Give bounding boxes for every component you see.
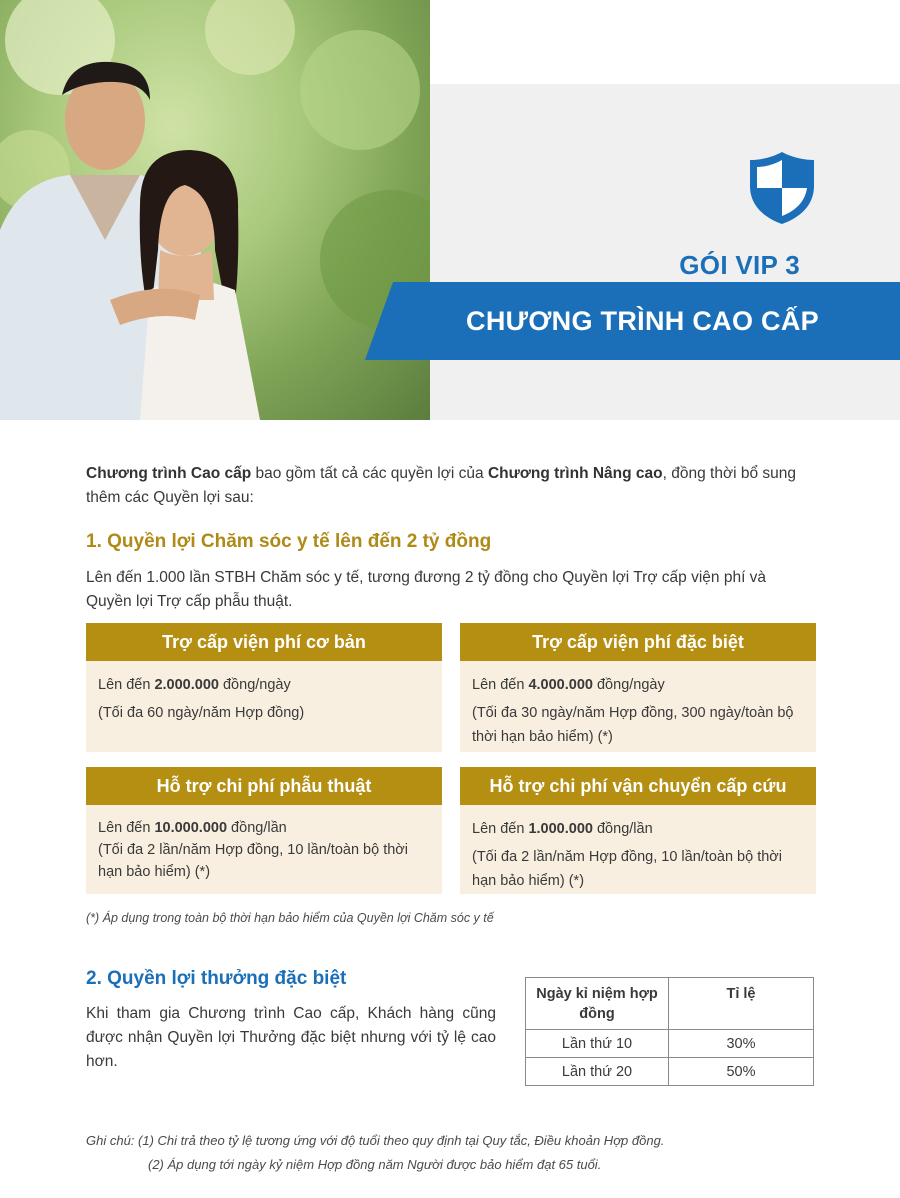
table-cell-rate: 30% xyxy=(669,1030,814,1058)
program-title: CHƯƠNG TRÌNH CAO CẤP xyxy=(466,305,819,336)
section1-footnote: (*) Áp dụng trong toàn bộ thời hạn bảo hiểm của Quyền lợi Chăm sóc y tế xyxy=(86,911,494,925)
card-detail: (Tối đa 60 ngày/năm Hợp đồng) xyxy=(98,705,305,721)
benefit-card-basic-hospital xyxy=(86,623,442,752)
note-line-2: (2) Áp dụng tới ngày kỷ niệm Hợp đồng năm Người được bảo hiểm đạt 65 tuổi. xyxy=(148,1157,602,1172)
card-body xyxy=(86,661,442,752)
card-amount-prefix: Lên đến xyxy=(472,821,529,837)
section1-description: Lên đến 1.000 lần STBH Chăm sóc y tế, tương đương 2 tỷ đồng cho Quyền lợi Trợ cấp viện phí và Quyền lợi Trợ cấp phẫu thuật. xyxy=(86,569,767,610)
intro-paragraph xyxy=(86,462,826,510)
bonus-rate-table xyxy=(525,977,814,1086)
table-header-rate: Tỉ lệ xyxy=(669,978,814,1030)
card-title: Hỗ trợ chi phí vận chuyển cấp cứu xyxy=(460,767,816,805)
table-row xyxy=(526,1030,814,1058)
card-amount: 10.000.000 xyxy=(154,820,228,836)
card-amount-line xyxy=(98,817,428,839)
card-amount: 1.000.000 xyxy=(528,821,593,837)
card-amount-unit: đồng/ngày xyxy=(218,677,291,693)
card-body xyxy=(460,661,816,752)
notes-block xyxy=(86,1129,664,1177)
card-detail: (Tối đa 2 lần/năm Hợp đồng, 10 lần/toàn bộ thời hạn bảo hiểm) (*) xyxy=(98,842,409,880)
card-amount: 4.000.000 xyxy=(528,677,593,693)
shield-icon xyxy=(747,150,817,226)
card-title: Hỗ trợ chi phí phẫu thuật xyxy=(86,767,442,805)
card-amount-unit: đồng/ngày xyxy=(592,677,665,693)
table-header-anniversary: Ngày kỉ niệm hợp đồng xyxy=(526,978,669,1030)
table-cell-anniversary: Lần thứ 10 xyxy=(526,1030,669,1058)
note-line-1: Ghi chú: (1) Chi trả theo tỷ lệ tương ứng với độ tuổi theo quy định tại Quy tắc, Điều khoản Hợp đồng. xyxy=(86,1133,665,1148)
hero-banner xyxy=(0,0,900,420)
table-cell-anniversary: Lần thứ 20 xyxy=(526,1058,669,1086)
table-header-row xyxy=(526,978,814,1030)
card-amount-unit: đồng/lần xyxy=(227,820,287,836)
intro-bold-program: Chương trình Cao cấp xyxy=(86,465,252,482)
card-amount-prefix: Lên đến xyxy=(98,820,155,836)
table-row xyxy=(526,1058,814,1086)
card-body xyxy=(460,805,816,894)
card-amount-line xyxy=(472,673,802,697)
benefit-card-ambulance xyxy=(460,767,816,894)
card-amount-unit: đồng/lần xyxy=(592,821,653,837)
card-detail: (Tối đa 2 lần/năm Hợp đồng, 10 lần/toàn bộ thời hạn bảo hiểm) (*) xyxy=(472,849,783,889)
section2-description: Khi tham gia Chương trình Cao cấp, Khách hàng cũng được nhận Quyền lợi Thưởng đặc biệt nhưng với tỷ lệ cao hơn. xyxy=(86,1005,496,1070)
card-amount-line xyxy=(472,817,802,841)
card-amount-prefix: Lên đến xyxy=(472,677,529,693)
intro-bold-advanced: Chương trình Nâng cao xyxy=(487,465,663,482)
card-title: Trợ cấp viện phí cơ bản xyxy=(86,623,442,661)
section1-heading: 1. Quyền lợi Chăm sóc y tế lên đến 2 tỷ đồng xyxy=(86,531,492,552)
section2-heading: 2. Quyền lợi thưởng đặc biệt xyxy=(86,968,347,989)
card-amount-line xyxy=(98,673,428,697)
intro-text-2: , đồng thời bổ sung thêm các Quyền lợi sau: xyxy=(86,465,797,506)
benefit-card-surgery xyxy=(86,767,442,894)
benefit-card-special-hospital xyxy=(460,623,816,752)
card-amount-prefix: Lên đến xyxy=(98,677,155,693)
intro-text-1: bao gồm tất cả các quyền lợi của xyxy=(251,465,488,482)
card-title: Trợ cấp viện phí đặc biệt xyxy=(460,623,816,661)
card-amount: 2.000.000 xyxy=(154,677,219,693)
card-detail: (Tối đa 30 ngày/năm Hợp đồng, 300 ngày/toàn bộ thời hạn bảo hiểm) (*) xyxy=(472,705,794,745)
card-body xyxy=(86,805,442,894)
table-cell-rate: 50% xyxy=(669,1058,814,1086)
package-title: GÓI VIP 3 xyxy=(679,250,800,280)
